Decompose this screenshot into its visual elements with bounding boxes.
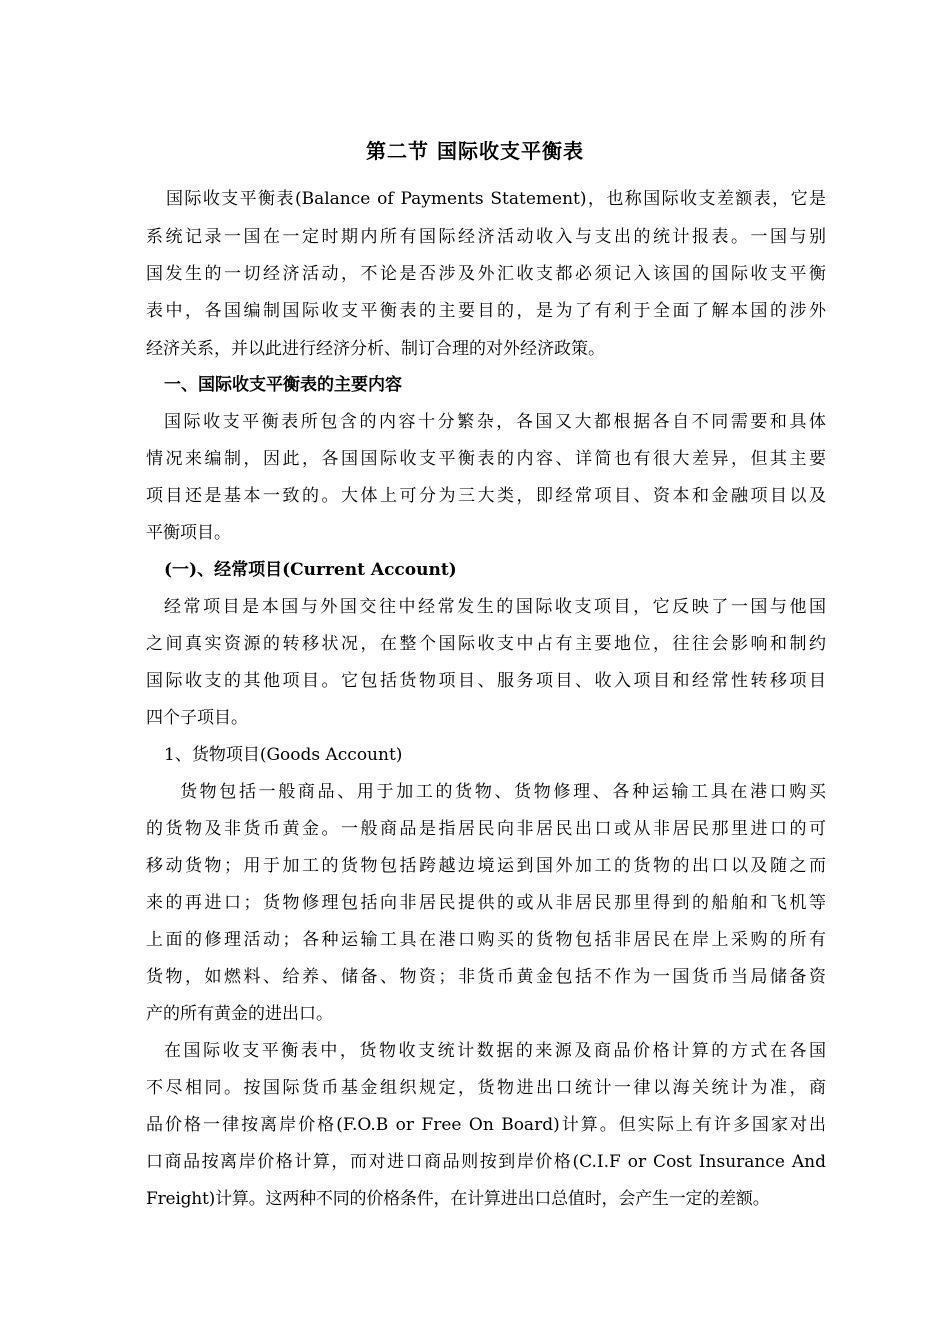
paragraph-line: 国发生的一切经济活动，不论是否涉及外汇收支都必须记入该国的国际收支平衡	[146, 264, 826, 284]
paragraph-line: 经常项目是本国与外国交往中经常发生的国际收支项目，它反映了一国与他国	[164, 597, 826, 617]
paragraph-line: 的货物及非货币黄金。一般商品是指居民向非居民出口或从非居民那里进口的可	[146, 819, 826, 839]
paragraph-line: 货物，如燃料、给养、储备、物资；非货币黄金包括不作为一国货币当局储备资	[146, 967, 826, 987]
paragraph-line: 口商品按离岸价格计算，而对进口商品则按到岸价格(C.I.F or Cost Insurance And	[146, 1152, 826, 1172]
paragraph-line: 品价格一律按离岸价格(F.O.B or Free On Board)计算。但实际上有许多国家对出	[146, 1115, 826, 1135]
paragraph-line: 系统记录一国在一定时期内所有国际经济活动收入与支出的统计报表。一国与别	[146, 227, 826, 247]
paragraph-line: 在国际收支平衡表中，货物收支统计数据的来源及商品价格计算的方式在各国	[164, 1041, 826, 1061]
paragraph-line: 来的再进口；货物修理包括向非居民提供的或从非居民那里得到的船舶和飞机等	[146, 893, 826, 913]
heading-main-content: 一、国际收支平衡表的主要内容	[164, 375, 402, 395]
paragraph-line: 四个子项目。	[146, 708, 248, 728]
paragraph-line: 国际收支平衡表所包含的内容十分繁杂，各国又大都根据各自不同需要和具体	[164, 412, 826, 432]
paragraph-line: 不尽相同。按国际货币基金组织规定，货物进出口统计一律以海关统计为准，商	[146, 1078, 826, 1098]
paragraph-line: 项目还是基本一致的。大体上可分为三大类，即经常项目、资本和金融项目以及	[146, 486, 826, 506]
paragraph-line: Freight)计算。这两种不同的价格条件，在计算进出口总值时，会产生一定的差额。	[146, 1189, 770, 1209]
paragraph-line: 国际收支平衡表(Balance of Payments Statement)，也称国际收支差额表，它是	[166, 189, 826, 209]
heading-goods-account: 1、货物项目(Goods Account)	[164, 745, 403, 765]
paragraph-line: 平衡项目。	[146, 523, 231, 543]
paragraph-line: 产的所有黄金的进出口。	[146, 1004, 333, 1024]
paragraph-line: 经济关系，并以此进行经济分析、制订合理的对外经济政策。	[146, 339, 605, 359]
heading-current-account: (一)、经常项目(Current Account)	[164, 560, 457, 580]
section-title: 第二节 国际收支平衡表	[366, 139, 584, 163]
paragraph-line: 移动货物；用于加工的货物包括跨越边境运到国外加工的货物的出口以及随之而	[146, 856, 826, 876]
paragraph-line: 货物包括一般商品、用于加工的货物、货物修理、各种运输工具在港口购买	[180, 782, 826, 802]
paragraph-line: 国际收支的其他项目。它包括货物项目、服务项目、收入项目和经常性转移项目	[146, 671, 826, 691]
paragraph-line: 上面的修理活动；各种运输工具在港口购买的货物包括非居民在岸上采购的所有	[146, 930, 826, 950]
paragraph-line: 情况来编制，因此，各国国际收支平衡表的内容、详简也有很大差异，但其主要	[146, 449, 826, 469]
paragraph-line: 表中，各国编制国际收支平衡表的主要目的，是为了有利于全面了解本国的涉外	[146, 301, 826, 321]
paragraph-line: 之间真实资源的转移状况，在整个国际收支中占有主要地位，往往会影响和制约	[146, 634, 826, 654]
